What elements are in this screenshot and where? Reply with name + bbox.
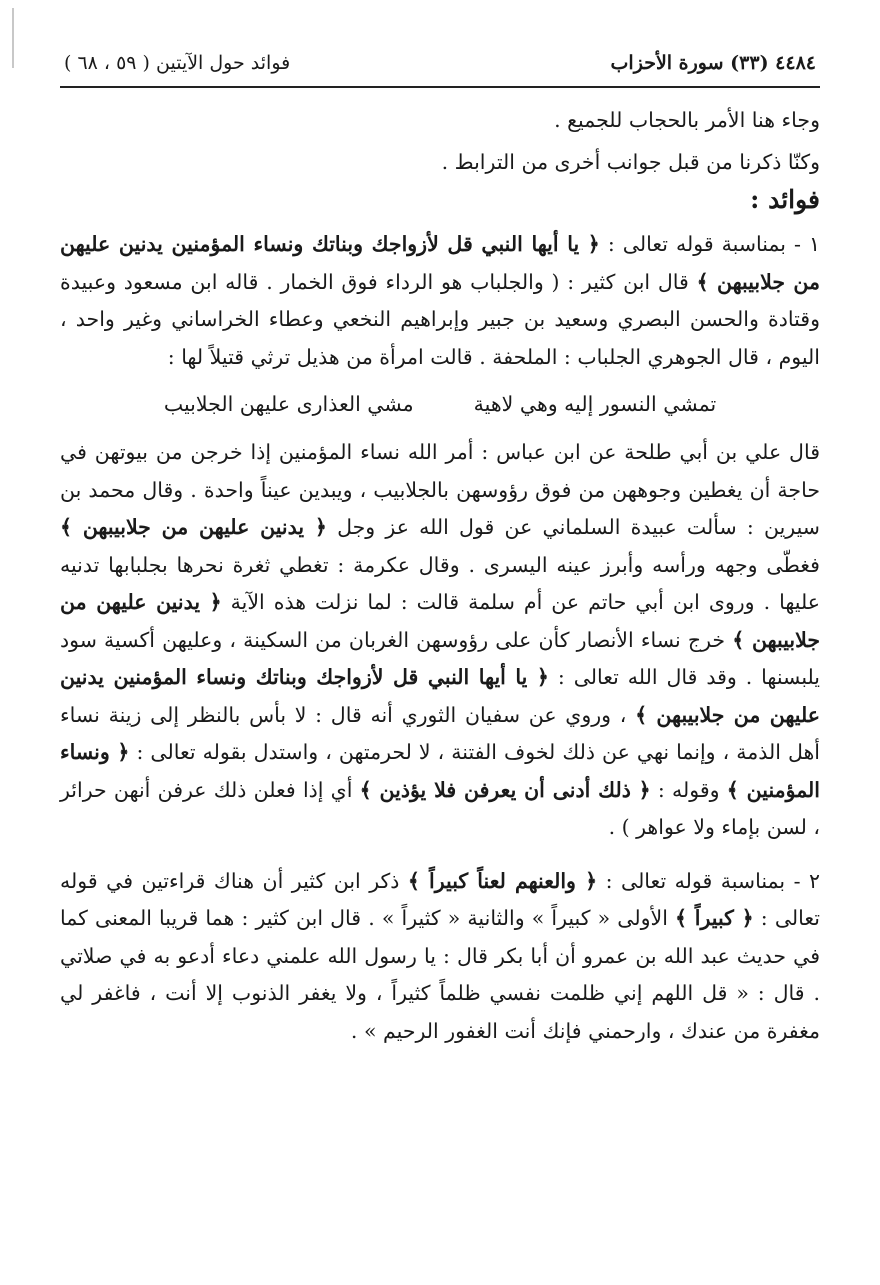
text-run: قال علي بن أبي طلحة عن ابن عباس : أمر الله نساء المؤمنين إذا خرجن من بيوتهن في حاجة أن يغطين وجوههن من فوق رؤوسهن بالجلابيب ، ويبدين عيناً واحدة . وقال محمد بن سيرين : سألت عبيدة السلماني عن قول الله عز وجل: [60, 440, 820, 539]
benefit-1-paragraph-2: [60, 434, 820, 847]
scan-edge-mark: [12, 8, 14, 68]
quran-quote: ﴿ كبيراً ﴾: [675, 906, 754, 930]
text-run: ، وروي عن سفيان الثوري أنه قال : لا بأس بالنظر إلى زينة نساء أهل الذمة ، وإنما نهي عن ذلك لخوف الفتنة ، لا لحرمتهن ، واستدل بقوله تعالى :: [60, 702, 820, 764]
verse-first-hemistich: تمشي النسور إليه وهي لاهية: [473, 392, 717, 416]
poetry-verse: [60, 384, 820, 424]
quran-quote: ﴿ يدنين عليهن من جلابيبهن ﴾: [60, 515, 327, 539]
text-run: ذكر ابن كثير أن هناك قراءتين في قوله تعالى :: [60, 868, 821, 930]
quran-quote: ﴿ يدنين عليهن من جلابيبهن ﴾: [60, 590, 820, 652]
text-run: أي إذا فعلن ذلك عرفن أنهن حرائر ، لسن بإماء ولا عواهر ) .: [60, 777, 820, 839]
header-section-title: فوائد حول الآيتين ( ٥٩ ، ٦٨ ): [64, 52, 291, 74]
text-run: قال ابن كثير : ( والجلباب هو الرداء فوق الخمار . قاله ابن مسعود وعبيدة وقتادة والحسن البصري وسعيد بن جبير وإبراهيم النخعي وعطاء الخراساني وغير واحد ، اليوم ، قال الجوهري الجلباب : الملحفة . قالت امرأة من هذيل ترثي قتيلاً لها :: [60, 269, 820, 369]
benefit-1-paragraph-1: [60, 226, 820, 376]
intro-line-1: وجاء هنا الأمر بالحجاب للجميع .: [554, 108, 820, 132]
text-run: وقوله :: [650, 777, 727, 802]
intro-line-2: وكنّا ذكرنا من قبل جوانب أخرى من الترابط .: [441, 149, 820, 174]
benefit-2-paragraph-1: [60, 863, 820, 1051]
text-run: ١ - بمناسبة قوله تعالى :: [599, 232, 820, 256]
benefit-item-1: [60, 226, 820, 847]
quran-quote: ﴿ ونساء المؤمنين ﴾: [60, 740, 820, 802]
text-run: الأولى « كبيراً » والثانية « كثيراً » . قال ابن كثير : هما قريبا المعنى كما في حديث عبد الله بن عمرو أن أبا بكر قال : يا رسول الله علمني دعاء أدعو به في صلاتي . قال : « قل اللهم إني ظلمت نفسي ظلماً كثيراً ، ولا يغفر الذنوب إلا أنت ، فاغفر لي مغفرة من عندك ، وارحمني فإنك أنت الغفور الرحيم » .: [60, 906, 820, 1043]
quran-quote: ﴿ ذلك أدنى أن يعرفن فلا يؤذين ﴾: [359, 777, 651, 802]
quran-quote: ﴿ يا أيها النبي قل لأزواجك وبناتك ونساء المؤمنين يدنين عليهن من جلابيبهن ﴾: [60, 232, 820, 294]
header-rule: [60, 86, 820, 88]
running-header: [60, 52, 820, 86]
benefit-item-2: [60, 863, 820, 1051]
text-run: فغطّى وجهه ورأسه وأبرز عينه اليسرى . وقال عكرمة : تغطي ثغرة نحرها بجلبابها تدنيه عليها . وروى ابن أبي حاتم عن أم سلمة قالت : لما نزلت هذه الآية: [60, 552, 820, 614]
book-page: [60, 52, 820, 1252]
header-page-and-surah: ٤٤٨٤ (٣٣) سورة الأحزاب: [610, 52, 816, 74]
quran-quote: ﴿ يا أيها النبي قل لأزواجك وبناتك ونساء المؤمنين يدنين عليهن من جلابيبهن ﴾: [60, 665, 820, 727]
verse-second-hemistich: مشي العذارى عليهن الجلابيب: [163, 392, 414, 416]
quran-quote: ﴿ والعنهم لعناً كبيراً ﴾: [407, 868, 598, 893]
text-run: ٢ - بمناسبة قوله تعالى :: [597, 868, 821, 893]
section-heading: فوائد :: [750, 185, 820, 214]
text-run: خرج نساء الأنصار كأن على رؤوسهن الغربان من السكينة ، وعليهن أكسية سود يلبسنها . وقد قال الله تعالى :: [60, 627, 820, 689]
